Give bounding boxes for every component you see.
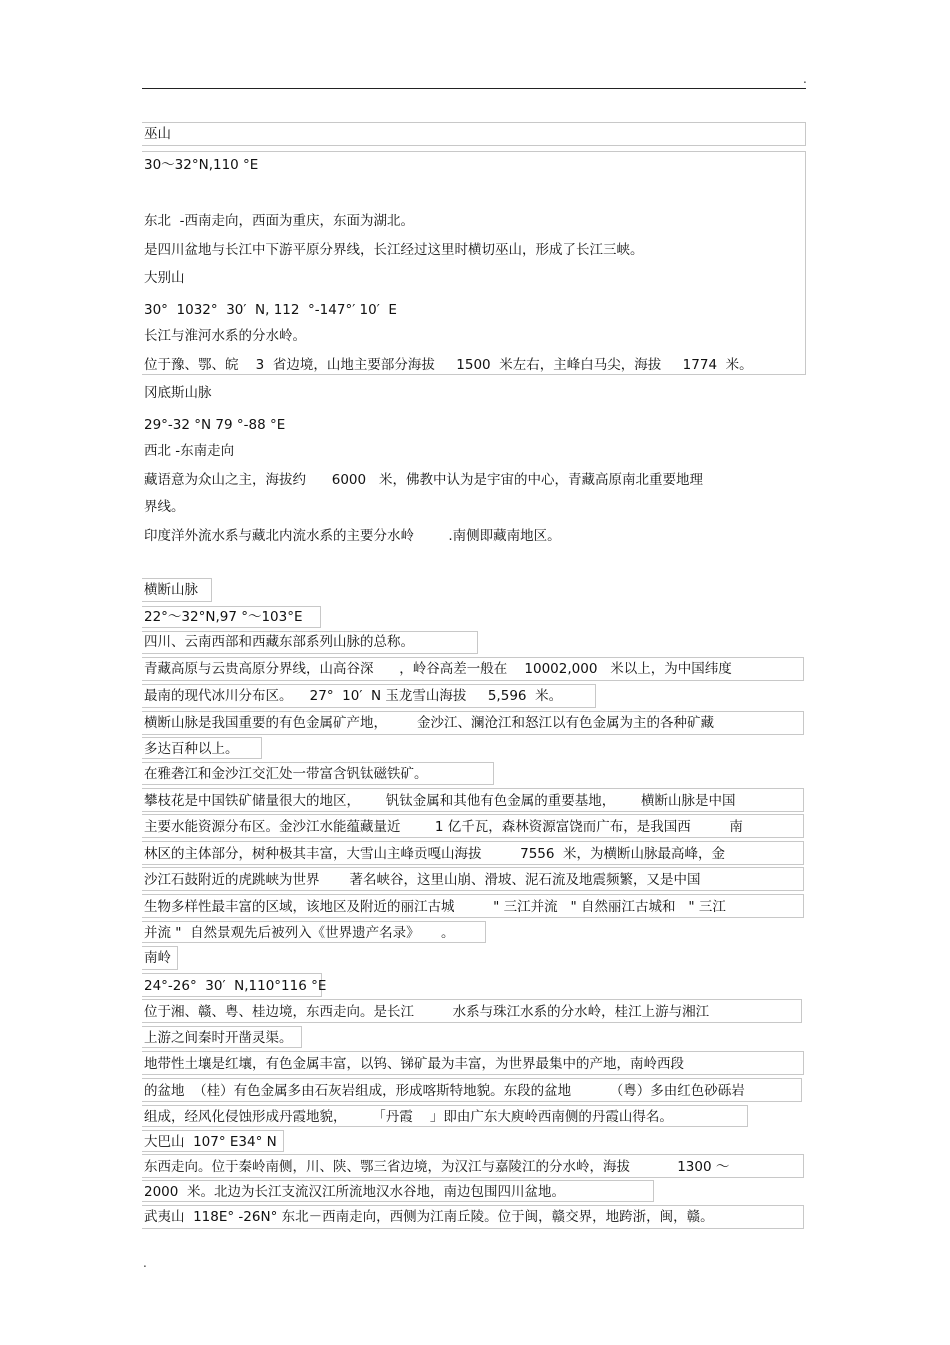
description-text: 四川、云南西部和西藏东部系列山脉的总称。 xyxy=(144,634,414,650)
orientation-text: 西北 -东南走向 xyxy=(144,443,235,459)
section-title: 冈底斯山脉 xyxy=(144,385,212,401)
section-title: 大别山 xyxy=(144,270,185,286)
coordinates: 29°-32 °N 79 °-88 °E xyxy=(144,417,286,433)
description-text: 青藏高原与云贵高原分界线，山高谷深 ，岭谷高差一般在 10002,000 米以上，为中国纬度 xyxy=(144,661,732,677)
description-text: 主要水能资源分布区。金沙江水能蕴藏量近 1 亿千瓦，森林资源富饶而广布，是我国西 南 xyxy=(144,819,743,835)
coordinates: 30° 1032° 30′ N, 112 °-147°′ 10′ E xyxy=(144,302,397,318)
bottom-dot: . xyxy=(143,1256,147,1270)
cell-border xyxy=(142,122,806,146)
top-dot: . xyxy=(803,72,807,86)
header-rule xyxy=(142,88,806,89)
orientation-text: 东北 -西南走向，西面为重庆，东面为湖北。 xyxy=(144,213,414,229)
description-text: 攀枝花是中国铁矿储量很大的地区， 钒钛金属和其他有色金属的重要基地， 横断山脉是中国 xyxy=(144,793,736,809)
description-text: 长江与淮河水系的分水岭。 xyxy=(144,328,306,344)
coordinates: 30～32°N,110 °E xyxy=(144,157,259,173)
description-text: 在雅砻江和金沙江交汇处一带富含钒钛磁铁矿。 xyxy=(144,766,428,782)
description-text: 生物多样性最丰富的区域，该地区及附近的丽江古城 " 三江并流 " 自然丽江古城和 " 三江 xyxy=(144,899,726,915)
section-title: 横断山脉 xyxy=(144,582,198,598)
section-title: 南岭 xyxy=(144,950,171,966)
description-text: 上游之间秦时开凿灵渠。 xyxy=(144,1030,293,1046)
description-text: 位于豫、鄂、皖 3 省边境，山地主要部分海拔 1500 米左右，主峰白马尖，海拔 1774 米。 xyxy=(144,357,753,373)
description-text: 的盆地 （桂）有色金属多由石灰岩组成，形成喀斯特地貌。东段的盆地 （粤）多由红色砂砾岩 xyxy=(144,1083,745,1099)
description-text: 界线。 xyxy=(144,499,185,515)
description-text: 2000 米。北边为长江支流汉江所流地汉水谷地，南边包围四川盆地。 xyxy=(144,1184,565,1200)
description-text: 最南的现代冰川分布区。 27° 10′ N 玉龙雪山海拔 5,596 米。 xyxy=(144,688,563,704)
description-text: 组成，经风化侵蚀形成丹霞地貌， 「丹霞 」即由广东大庾岭西南侧的丹霞山得名。 xyxy=(144,1109,673,1125)
description-text: 横断山脉是我国重要的有色金属矿产地， 金沙江、澜沧江和怒江以有色金属为主的各种矿藏 xyxy=(144,715,715,731)
description-text: 地带性土壤是红壤，有色金属丰富，以钨、锑矿最为丰富，为世界最集中的产地，南岭西段 xyxy=(144,1056,684,1072)
description-text: 武夷山 118E° -26N° 东北－西南走向，西侧为江南丘陵。位于闽，赣交界，地跨浙，闽，赣。 xyxy=(144,1209,714,1225)
description-text: 藏语意为众山之主，海拔约 6000 米，佛教中认为是宇宙的中心，青藏高原南北重要地理 xyxy=(144,472,703,488)
description-text: 东西走向。位于秦岭南侧，川、陕、鄂三省边境，为汉江与嘉陵江的分水岭，海拔 1300 ～ xyxy=(144,1159,730,1175)
description-text: 并流 " 自然景观先后被列入《世界遗产名录》 。 xyxy=(144,925,455,941)
coordinates: 22°～32°N,97 °～103°E xyxy=(144,609,303,625)
description-text: 印度洋外流水系与藏北内流水系的主要分水岭 .南侧即藏南地区。 xyxy=(144,528,561,544)
coordinates: 24°-26° 30′ N,110°116 °E xyxy=(144,978,327,994)
section-title: 巫山 xyxy=(144,126,171,142)
description-text: 林区的主体部分，树种极其丰富，大雪山主峰贡嘎山海拔 7556 米，为横断山脉最高峰，金 xyxy=(144,846,726,862)
description-text: 位于湘、赣、粤、桂边境，东西走向。是长江 水系与珠江水系的分水岭，桂江上游与湘江 xyxy=(144,1004,710,1020)
description-text: 多达百种以上。 xyxy=(144,741,239,757)
description-text: 沙江石鼓附近的虎跳峡为世界 著名峡谷，这里山崩、滑坡、泥石流及地震频繁，又是中国 xyxy=(144,872,701,888)
section-title: 大巴山 107° E34° N xyxy=(144,1134,277,1150)
description-text: 是四川盆地与长江中下游平原分界线，长江经过这里时横切巫山，形成了长江三峡。 xyxy=(144,242,644,258)
